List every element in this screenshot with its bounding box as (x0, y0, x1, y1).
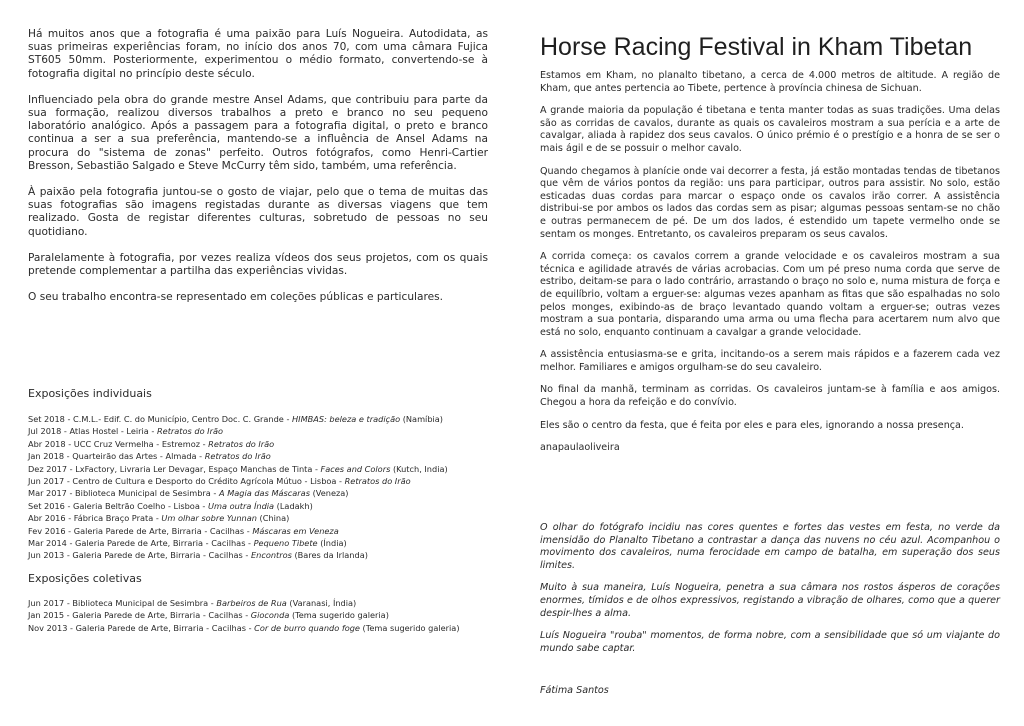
quote-paragraph: Luís Nogueira "rouba" momentos, de forma nobre, com a sensibilidade que só um viajante do mundo sabe captar. (540, 630, 1000, 654)
article-paragraph: Quando chegamos à planície onde vai decorrer a festa, já estão montadas tendas de tibetanos que vêm de vários pontos da região: uns para participar, outros para assistir. No solo, estão esticadas duas cordas para marcar o espaço onde os cavalos irão correr. A assistência distribui-se por ambos os lados das cordas sem as pisar; algumas pessoas sentam-se no chão e outras permanecem de pé. De um dos lados, é estendido um tapete vermelho onde se sentam os monges. Entretanto, os cavaleiros preparam os seus cavalos. (540, 165, 1000, 240)
exhibition-entry (28, 425, 488, 437)
right-page (540, 0, 1000, 726)
exhibition-location: (Tema sugerido galeria) (359, 622, 460, 633)
exhibition-venue: Mar 2014 - Galeria Parede de Arte, Birraria - Cacilhas - (28, 538, 254, 549)
exhibition-entry (28, 512, 488, 524)
exhibition-title: A Magia das Máscaras (218, 488, 310, 499)
exhibition-title: Um olhar sobre Yunnan (161, 513, 257, 524)
bio-paragraph: Paralelamente à fotografia, por vezes realiza vídeos dos seus projetos, com os quais pretende complementar a partilha das experiências vividas. (28, 251, 488, 278)
bio-paragraph: O seu trabalho encontra-se representado em coleções públicas e particulares. (28, 291, 443, 304)
exhibition-title: Pequeno Tibete (253, 538, 318, 549)
exhibition-title: Retratos do Irão (156, 426, 223, 437)
exhibition-entry (28, 463, 488, 475)
exhibition-title: Gioconda (250, 610, 290, 621)
exhibition-entry (28, 487, 488, 499)
article-paragraph: A grande maioria da população é tibetana e tenta manter todas as suas tradições. Uma delas são as corridas de cavalos, durante as quais os cavaleiros mostram a sua perícia e a arte de cavalgar, aliada à rapidez dos seus cavalos. O único prémio é o prestígio e a honra de se ser o mais ágil e de se possuir o melhor cavalo. (540, 105, 1000, 154)
article-paragraph: No final da manhã, terminam as corridas. Os cavaleiros juntam-se à família e aos amigos. Chegou a hora da refeição e do convívio. (540, 384, 1000, 409)
biography (28, 28, 488, 317)
article-paragraph: Eles são o centro da festa, que é feita por eles e para eles, ignorando a nossa presença. (540, 419, 964, 431)
quote-signature: Fátima Santos (540, 685, 609, 696)
exhibition-venue: Jun 2017 - Centro de Cultura e Desporto do Crédito Agrícola Mútuo - Lisboa - (28, 476, 345, 487)
exhibition-title: HIMBAS: beleza e tradição (292, 414, 401, 424)
article-paragraph: A corrida começa: os cavalos correm a grande velocidade e os cavaleiros mostram a sua técnica e agilidade através de várias acrobacias. Com um pé preso numa corda que serve de estribo, deitam-se para o lado contrário, arrastando o braço no solo e, numa mistura de força e de equilíbrio, voltam a erguer-se: algumas vezes apanham as fitas que são espalhadas no solo pelos monges, exibindo-as de braço levantado quando voltam a erguer-se; outras vezes mostram a sua pontaria, disparando uma arma ou uma flecha para acertarem num alvo que está no solo, enquanto continuam a cavalgar a grande velocidade. (540, 251, 1000, 338)
exhibition-venue: Abr 2018 - UCC Cruz Vermelha - Estremoz - (28, 438, 209, 449)
exhibition-entry (28, 438, 488, 450)
exhibition-location: (Namíbia) (400, 414, 443, 424)
exhibition-venue: Jul 2018 - Atlas Hostel - Leiria - (28, 426, 157, 437)
exhibition-venue: Nov 2013 - Galeria Parede de Arte, Birraria - Cacilhas - (28, 622, 255, 633)
exhibition-title: Máscaras em Veneza (252, 525, 339, 536)
exhibition-entry (28, 475, 488, 487)
exhibition-venue: Fev 2016 - Galeria Parede de Arte, Birraria - Cacilhas - (28, 525, 253, 536)
exhibition-entry (28, 597, 488, 609)
exhibition-title: Retratos do Irão (344, 476, 411, 487)
quote-paragraph: Muito à sua maneira, Luís Nogueira, penetra a sua câmara nos rostos ásperos de corações enormes, tímidos e de olhos expressivos, registando a vibração de olhares, como que a querer despir-lhes a alma. (540, 582, 1000, 619)
article-title: Horse Racing Festival in Kham Tibetan (540, 33, 973, 61)
exhibition-title: Faces and Colors (320, 463, 391, 474)
author-credit: anapaulaoliveira (540, 442, 620, 454)
exhibition-entry (28, 525, 488, 537)
exhibition-venue: Jun 2017 - Biblioteca Municipal de Sesimbra - (28, 598, 217, 608)
exhibition-title: Encontros (250, 550, 292, 561)
collective-exhibitions-list (28, 597, 488, 634)
exhibition-location: (China) (256, 513, 290, 524)
exhibition-title: Uma outra Índia (208, 500, 275, 511)
exhibition-title: Barbeiros de Rua (216, 598, 287, 608)
article-paragraph: Estamos em Kham, no planalto tibetano, a cerca de 4.000 metros de altitude. A região de Kham, que antes pertencia ao Tibete, pertence à província chinesa de Sichuan. (540, 70, 1000, 94)
left-page (28, 0, 488, 726)
exhibition-venue: Jan 2018 - Quarteirão das Artes - Almada - (28, 451, 205, 462)
exhibition-title: Cor de burro quando foge (254, 622, 360, 633)
article-body (540, 70, 1000, 465)
collective-exhibitions-heading: Exposições coletivas (28, 572, 142, 585)
exhibition-entry (28, 537, 488, 549)
exhibition-location: (Bares da Irlanda) (291, 550, 368, 561)
exhibition-location: (Ladakh) (274, 500, 313, 511)
exhibition-location: (Varanasi, Índia) (286, 598, 357, 608)
exhibition-entry (28, 549, 488, 561)
exhibition-venue: Mar 2017 - Biblioteca Municipal de Sesimbra - (28, 488, 219, 499)
exhibition-entry (28, 500, 488, 512)
exhibition-entry (28, 622, 488, 634)
exhibition-venue: Dez 2017 - LxFactory, Livraria Ler Devagar, Espaço Manchas de Tinta - (28, 463, 321, 474)
exhibition-venue: Jan 2015 - Galeria Parede de Arte, Birraria - Cacilhas - (28, 610, 251, 621)
exhibition-venue: Set 2016 - Galeria Beltrão Coelho - Lisboa - (28, 500, 208, 511)
exhibition-entry (28, 413, 488, 425)
exhibition-entry (28, 609, 488, 621)
exhibition-entry (28, 450, 488, 462)
exhibition-title: Retratos do Irão (204, 451, 271, 462)
quote-block (540, 522, 1000, 665)
quote-paragraph: O olhar do fotógrafo incidiu nas cores quentes e fortes das vestes em festa, no verde da imensidão do Planalto Tibetano a contrastar a dança das nuvens no céu azul. Acompanhou o movimento dos cavaleiros, numa ferocidade em campo de batalha, em superação dos seus limites. (540, 522, 1000, 571)
individual-exhibitions-heading: Exposições individuais (28, 387, 152, 400)
exhibition-venue: Jun 2013 - Galeria Parede de Arte, Birraria - Cacilhas - (28, 550, 251, 561)
bio-paragraph: Há muitos anos que a fotografia é uma paixão para Luís Nogueira. Autodidata, as suas primeiras experiências foram, no início dos anos 70, com uma câmara Fujica ST605 50mm. Posteriormente, experimentou o médio formato, convertendo-se à fotografia digital no princípio deste século. (28, 28, 488, 80)
exhibition-location: (Tema sugerido galeria) (289, 610, 389, 621)
exhibition-location: (Veneza) (309, 488, 349, 499)
exhibition-venue: Abr 2016 - Fábrica Braço Prata - (28, 513, 162, 524)
exhibition-location: (Índia) (317, 538, 347, 549)
bio-paragraph: Influenciado pela obra do grande mestre Ansel Adams, que contribuiu para parte da sua formação, realizou diversos trabalhos a preto e branco no seu pequeno laboratório analógico. Após a passagem para a fotografia digital, o preto e branco continua a ser a sua preferência, mantendo-se a influência de Ansel Adams na procura do "sistema de zonas" perfeito. Outros fotógrafos, como Henri-Cartier Bresson, Sebastião Salgado e Steve McCurry têm sido, também, uma referência. (28, 93, 488, 172)
bio-paragraph: À paixão pela fotografia juntou-se o gosto de viajar, pelo que o tema de muitas das suas fotografias são imagens registadas durante as diversas viagens que tem realizado. Gosta de registar diferentes culturas, sobretudo de pessoas no seu quotidiano. (28, 186, 488, 238)
exhibition-location: (Kutch, India) (390, 463, 448, 474)
individual-exhibitions-list (28, 413, 488, 562)
exhibition-title: Retratos do Irão (208, 438, 275, 449)
article-paragraph: A assistência entusiasma-se e grita, incitando-os a serem mais rápidos e a fazerem cada vez melhor. Familiares e amigos orgulham-se do seu cavaleiro. (540, 349, 1000, 373)
exhibition-venue: Set 2018 - C.M.L.- Edif. C. do Município, Centro Doc. C. Grande - (28, 414, 293, 424)
